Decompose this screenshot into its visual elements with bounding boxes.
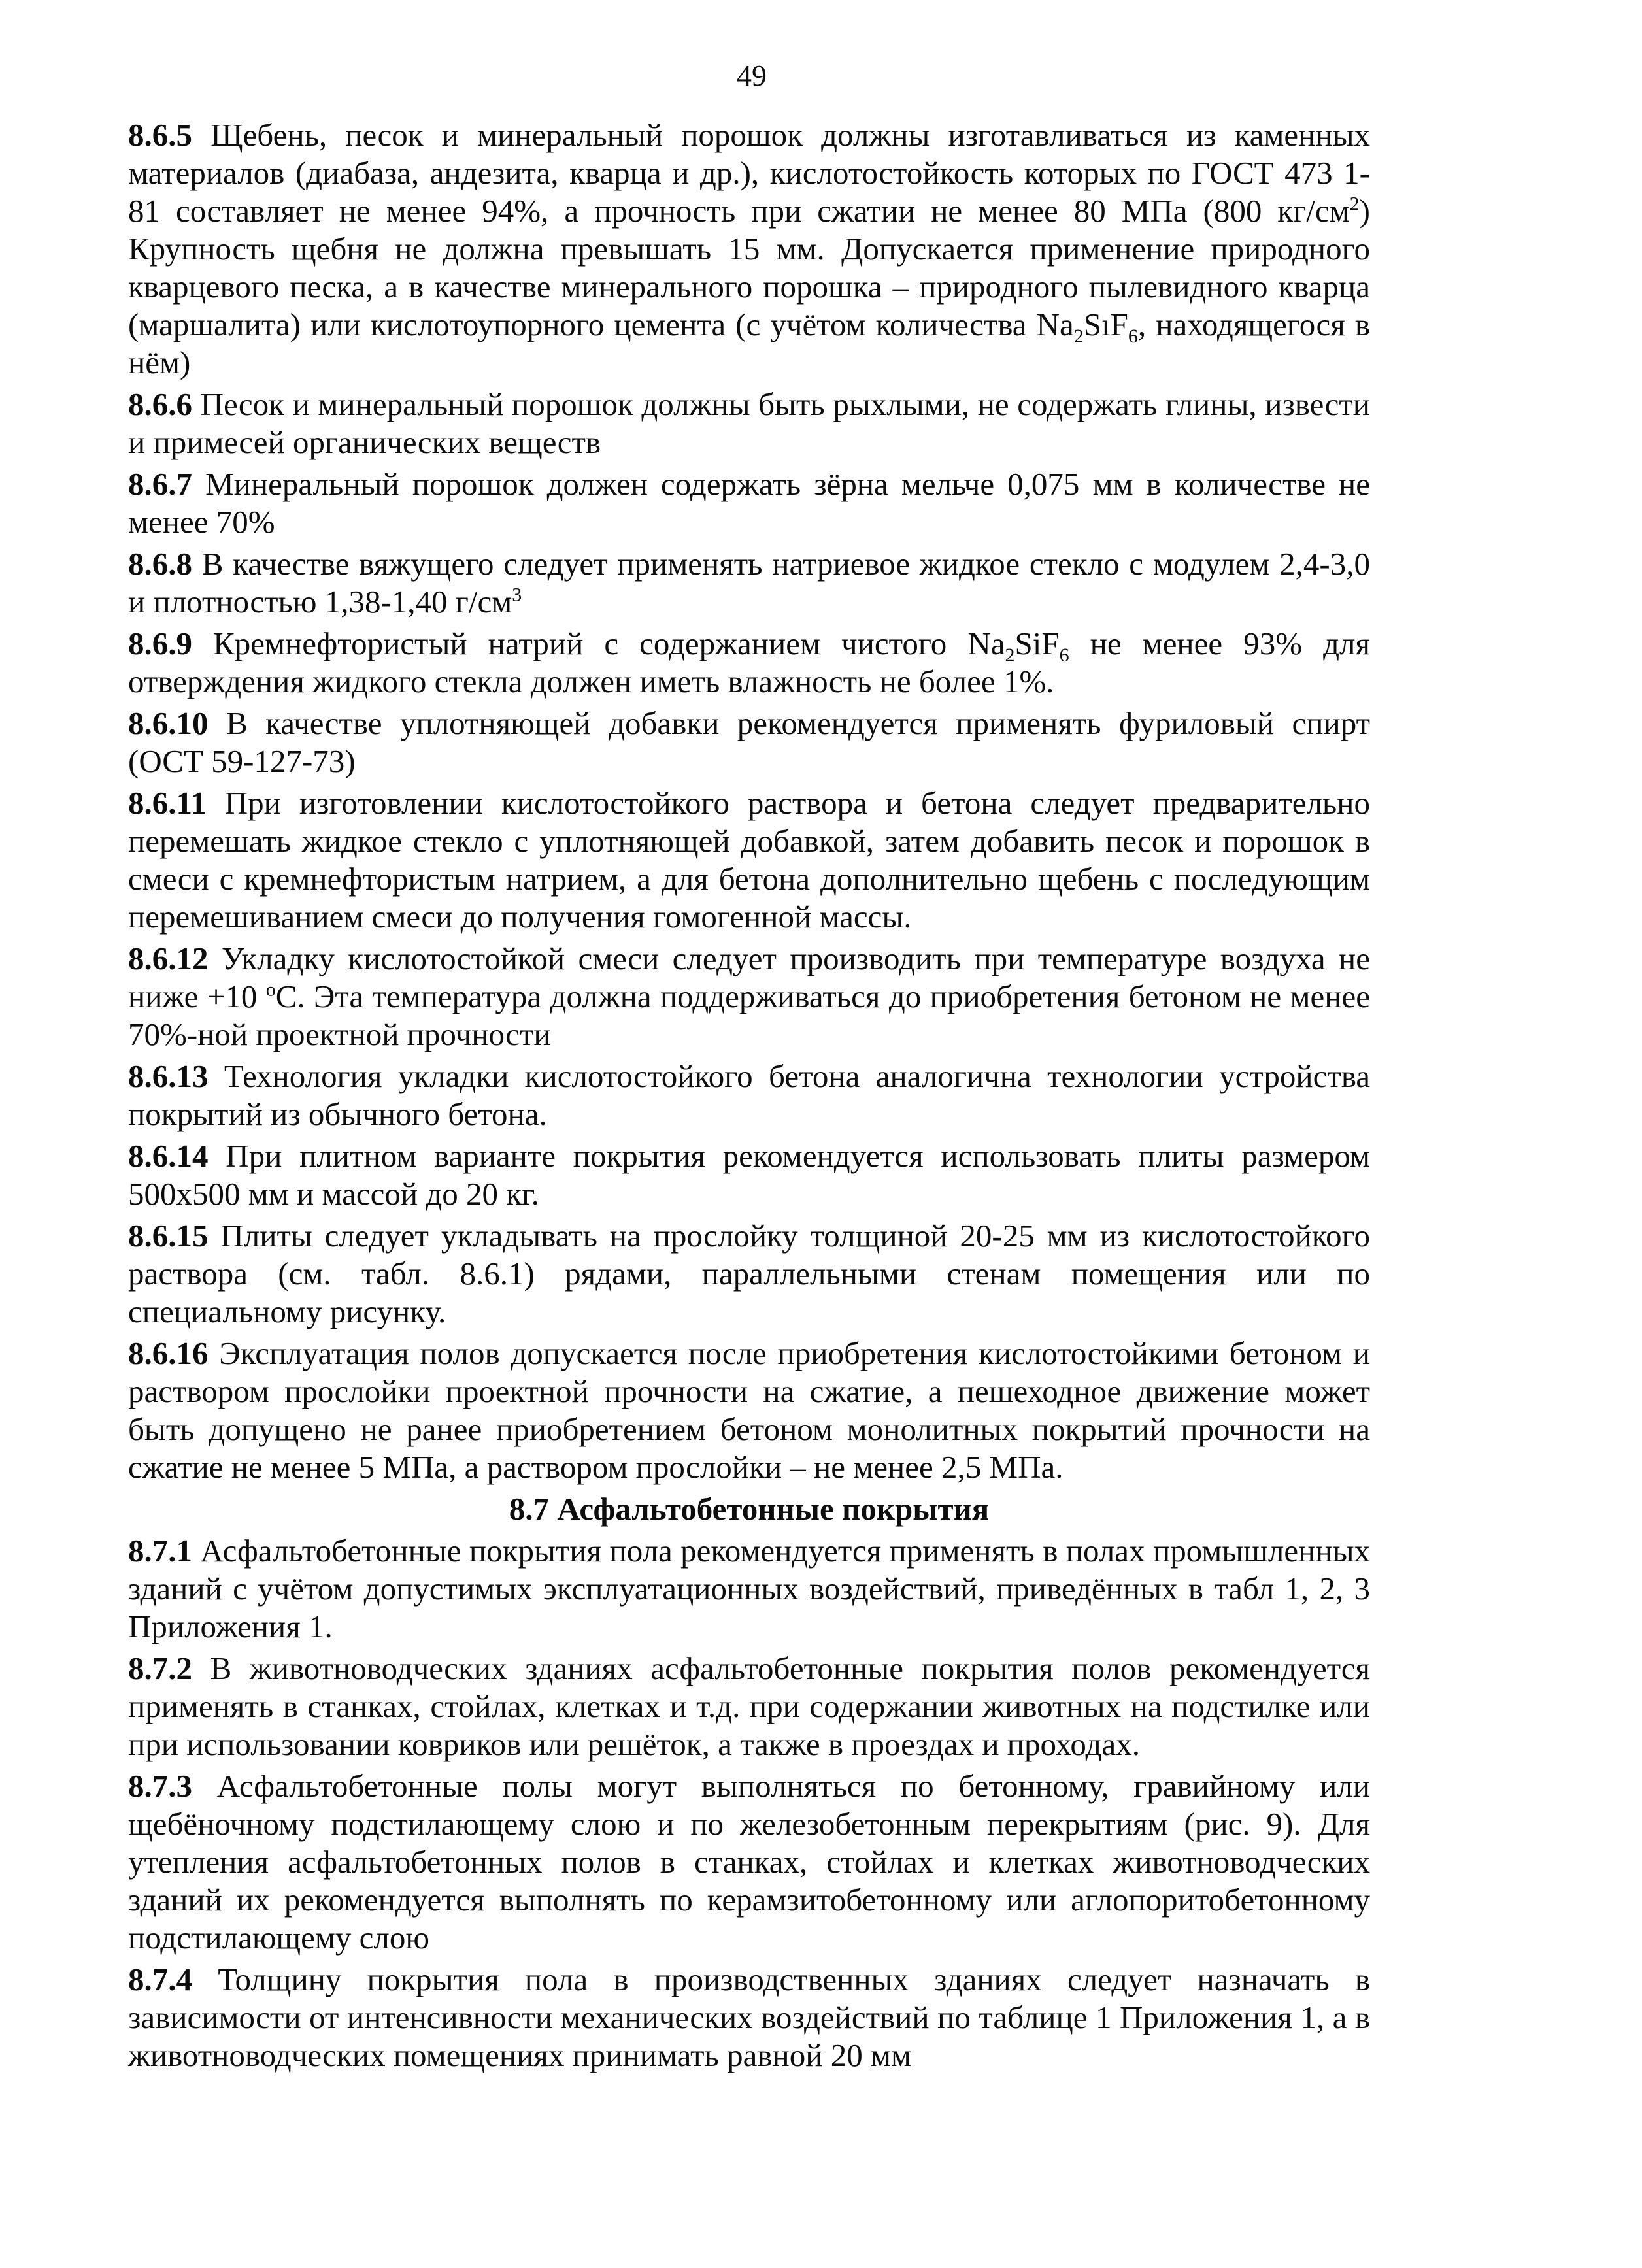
paragraph-8-6-14 — [128, 1137, 1370, 1213]
subscript: 6 — [1059, 644, 1069, 666]
paragraph-8-6-8 — [128, 545, 1370, 621]
clause-number: 8.7.3 — [128, 1768, 192, 1804]
clause-number: 8.6.10 — [128, 705, 209, 741]
subscript: 2 — [1005, 644, 1015, 666]
paragraph-text: Укладку кислотостойкой смеси следует производить при температуре воздуха не ниже +10 — [128, 941, 1370, 1014]
paragraph-text: С. Эта температура должна поддерживаться до приобретения бетоном не менее 70%-ной проектной прочности — [128, 978, 1370, 1052]
clause-number: 8.6.12 — [128, 941, 209, 976]
paragraph-8-6-13 — [128, 1058, 1370, 1133]
paragraph-8-7-4 — [128, 1961, 1370, 2075]
paragraph-text: Щебень, песок и минеральный порошок должны изготавливаться из каменных материалов (диабаза, андезита, кварца и др.), кислотостойкость которых по ГОСТ 473 1-81 составляет не менее 94%, а прочность при сжатии не менее 80 МПа (800 кг/см — [128, 117, 1370, 229]
clause-number: 8.6.15 — [128, 1218, 209, 1254]
paragraph-8-6-16 — [128, 1335, 1370, 1486]
clause-number: 8.6.7 — [128, 466, 192, 502]
clause-number: 8.7.2 — [128, 1650, 192, 1686]
paragraph-text: При плитном варианте покрытия рекомендуется использовать плиты размером 500х500 мм и массой до 20 кг. — [128, 1138, 1370, 1212]
clause-number: 8.6.6 — [128, 386, 192, 422]
section-heading: 8.7 Асфальтобетонные покрытия — [509, 1491, 990, 1527]
paragraph-8-6-6 — [128, 386, 1370, 461]
paragraph-text: , находящегося в нём) — [128, 307, 1370, 380]
clause-number: 8.7.1 — [128, 1533, 192, 1569]
paragraph-text: Толщину покрытия пола в производственных зданиях следует назначать в зависимости от интенсивности механических воздействий по таблице 1 Приложения 1, а в животноводческих помещениях принимать равной 20 мм — [128, 1961, 1370, 2073]
clause-number: 8.6.9 — [128, 625, 192, 661]
paragraph-text: SıF — [1083, 307, 1128, 342]
paragraph-text: Песок и минеральный порошок должны быть рыхлыми, не содержать глины, извести и примесей органических веществ — [128, 386, 1370, 460]
paragraph-text: SiF — [1014, 625, 1060, 661]
paragraph-8-6-12 — [128, 940, 1370, 1054]
superscript: 2 — [1349, 193, 1360, 215]
paragraph-text: Асфальтобетонные полы могут выполняться по бетонному, гравийному или щебёночному подстилающему слою и по железобетонным перекрытиям (рис. 9). Для утепления асфальтобетонных полов в станках, стойлах и клетках животноводческих зданий их рекомендуется выполнять по керамзитобетонному или аглопоритобетонному подстилающему слою — [128, 1768, 1370, 1956]
clause-number: 8.6.11 — [128, 785, 207, 821]
paragraph-8-6-7 — [128, 465, 1370, 541]
paragraph-8-6-10 — [128, 705, 1370, 780]
paragraph-text: При изготовлении кислотостойкого раствора и бетона следует предварительно перемешать жидкое стекло с уплотняющей добавкой, затем добавить песок и порошок в смеси с кремнефтористым натрием, а для бетона дополнительно щебень с последующим перемешиванием смеси до получения гомогенной массы. — [128, 785, 1370, 935]
subscript: 2 — [1073, 325, 1084, 347]
paragraph-text: В животноводческих зданиях асфальтобетонные покрытия полов рекомендуется применять в станках, стойлах, клетках и т.д. при содержании животных на подстилке или при использовании ковриков или решёток, а также в проездах и проходах. — [128, 1650, 1370, 1762]
clause-number: 8.6.13 — [128, 1058, 209, 1094]
clause-number: 8.6.5 — [128, 117, 192, 153]
paragraph-8-6-15 — [128, 1217, 1370, 1331]
paragraph-8-6-5 — [128, 116, 1370, 382]
superscript: о — [265, 978, 276, 1001]
paragraph-text: не менее 93% для отверждения жидкого стекла должен иметь влажность не более 1%. — [128, 625, 1370, 699]
paragraph-text: Технология укладки кислотостойкого бетона аналогична технологии устройства покрытий из обычного бетона. — [128, 1058, 1370, 1132]
paragraph-8-7-3 — [128, 1767, 1370, 1957]
clause-number: 8.6.8 — [128, 546, 192, 582]
paragraph-text: Плиты следует укладывать на прослойку толщиной 20-25 мм из кислотостойкого раствора (см. табл. 8.6.1) рядами, параллельными стенам помещения или по специальному рисунку. — [128, 1218, 1370, 1329]
paragraph-8-6-11 — [128, 784, 1370, 936]
clause-number: 8.6.16 — [128, 1335, 209, 1371]
paragraph-text: Эксплуатация полов допускается после приобретения кислотостойкими бетоном и раствором прослойки проектной прочности на сжатие, а пешеходное движение может быть допущено не ранее приобретением бетоном монолитных покрытий прочности на сжатие не менее 5 МПа, а раствором прослойки – не менее 2,5 МПа. — [128, 1335, 1370, 1485]
clause-number: 8.7.4 — [128, 1961, 192, 1997]
superscript: 3 — [512, 584, 522, 606]
paragraph-text: В качестве вяжущего следует применять натриевое жидкое стекло с модулем 2,4-3,0 и плотностью 1,38-1,40 г/см — [128, 546, 1370, 620]
paragraph-8-6-9 — [128, 625, 1370, 701]
paragraph-8-7-2 — [128, 1650, 1370, 1763]
paragraph-text: ) Крупность щебня не должна превышать 15 мм. Допускается применение природного кварцевого песка, а в качестве минерального порошка – природного пылевидного кварца (маршалита) или кислотоупорного цемента (с учётом количества Na — [128, 193, 1370, 342]
clause-number: 8.6.14 — [128, 1138, 209, 1174]
paragraph-text: Кремнефтористый натрий с содержанием чистого Na — [192, 625, 1005, 661]
paragraph-text: Асфальтобетонные покрытия пола рекомендуется применять в полах промышленных зданий с учётом допустимых эксплуатационных воздействий, приведённых в табл 1, 2, 3 Приложения 1. — [128, 1533, 1370, 1644]
paragraph-text: Минеральный порошок должен содержать зёрна мельче 0,075 мм в количестве не менее 70% — [128, 466, 1370, 540]
paragraph-8-7-1 — [128, 1532, 1370, 1646]
document-body — [128, 116, 1370, 2078]
paragraph-text: В качестве уплотняющей добавки рекомендуется применять фуриловый спирт (ОСТ 59-127-73) — [128, 705, 1370, 779]
page-number: 49 — [737, 59, 767, 92]
subscript: 6 — [1128, 325, 1138, 347]
